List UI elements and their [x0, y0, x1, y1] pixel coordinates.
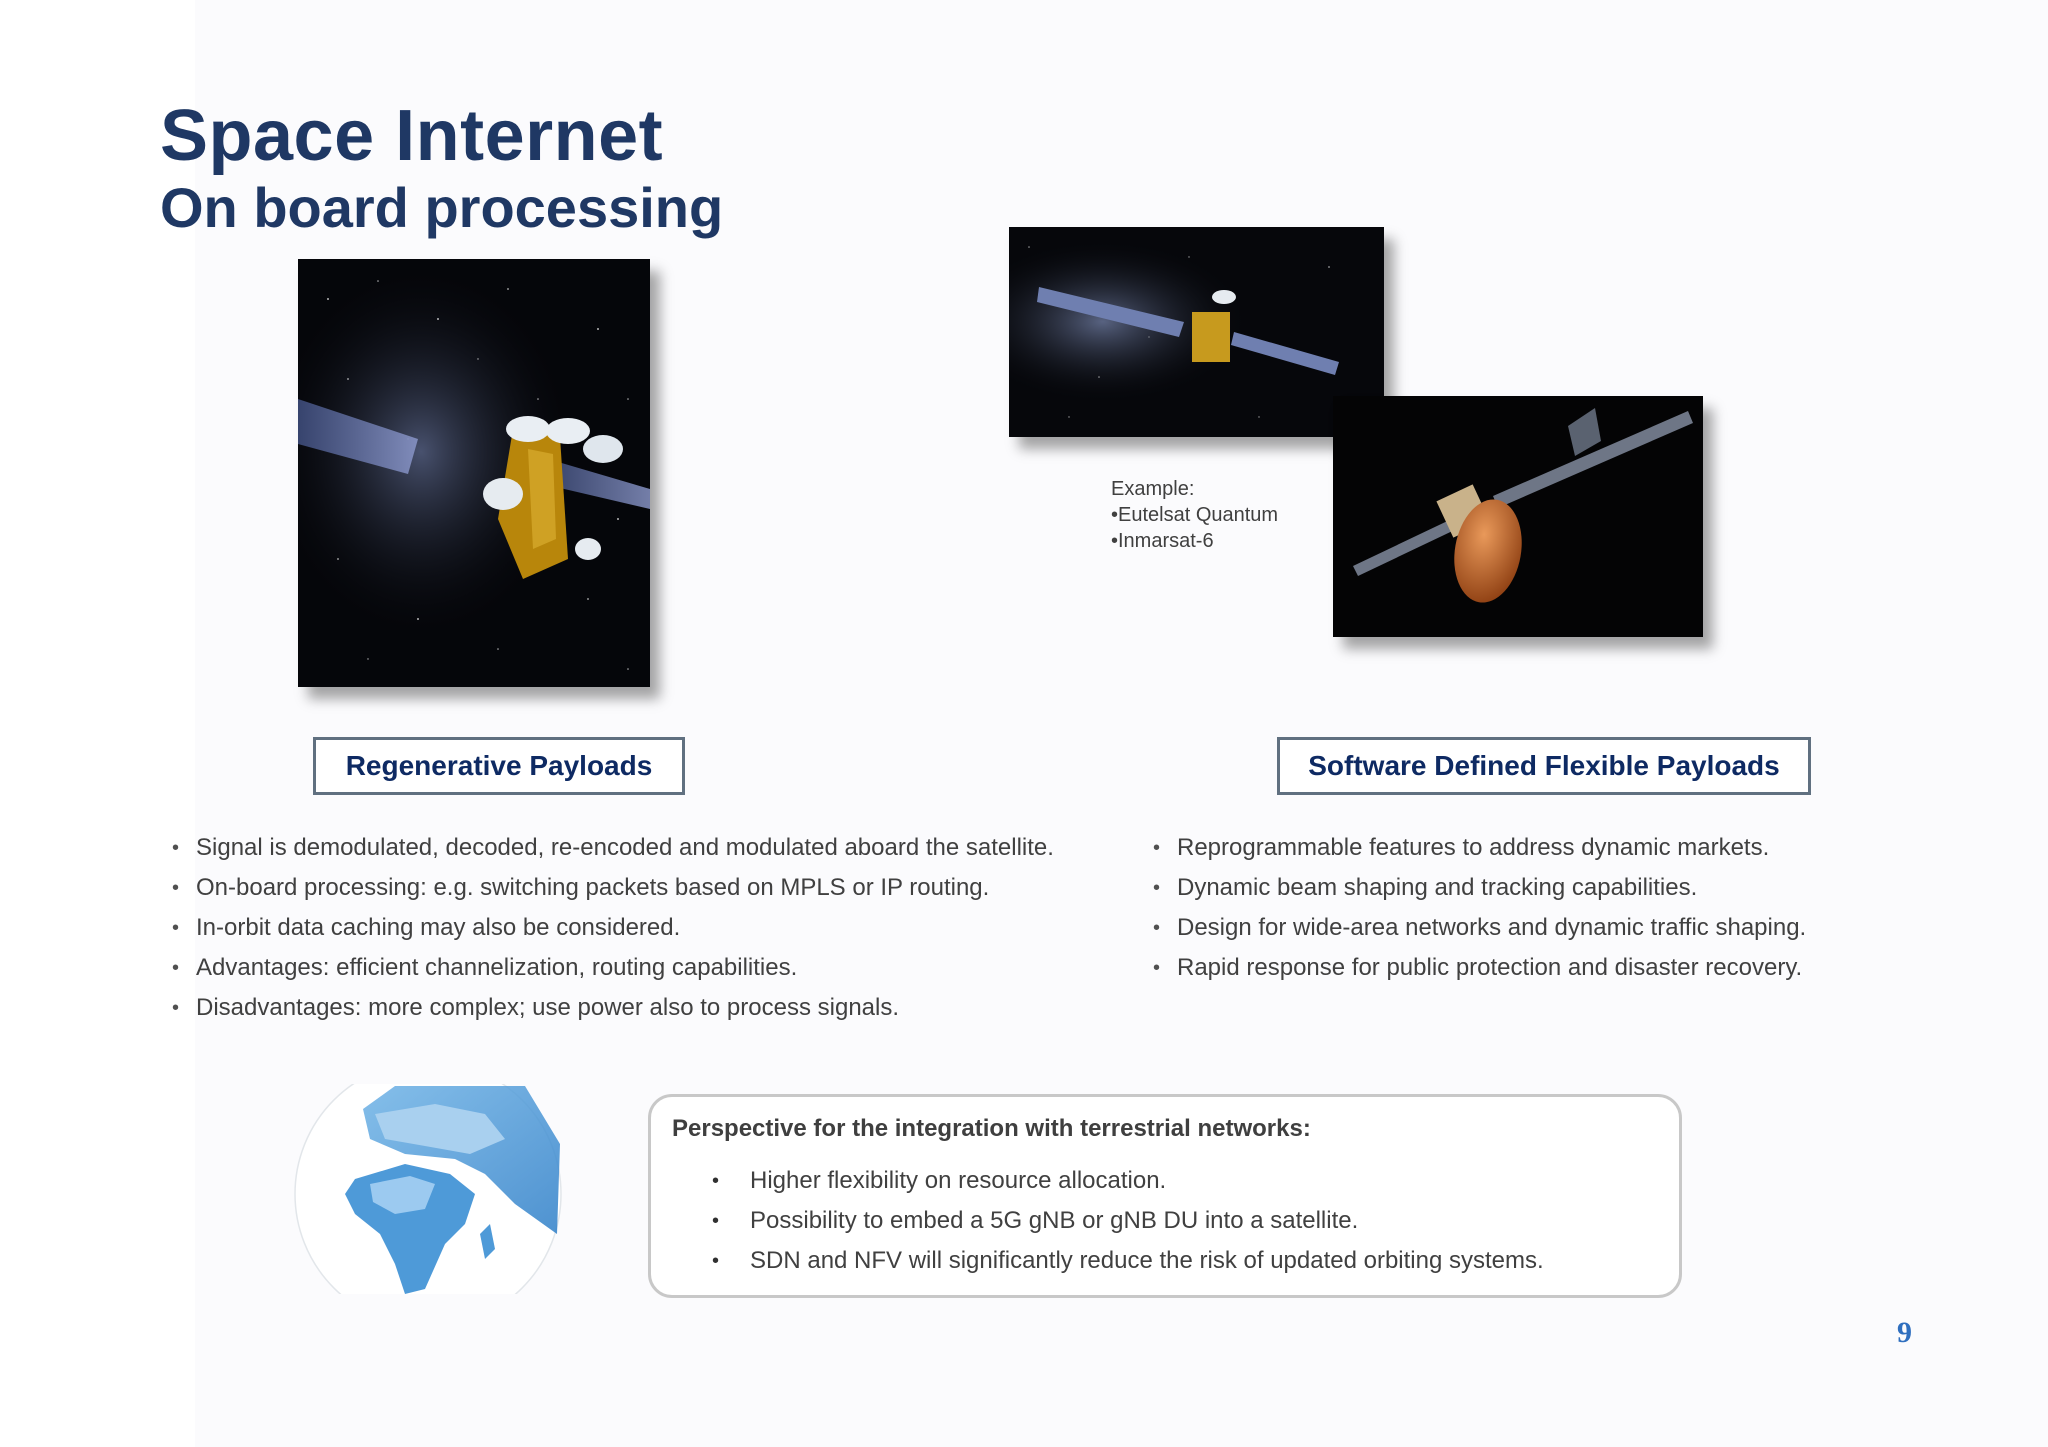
software-defined-payloads-label: Software Defined Flexible Payloads — [1277, 737, 1811, 795]
perspective-title: Perspective for the integration with terrestrial networks: — [672, 1115, 1311, 1142]
bullet-marker: • — [172, 917, 180, 939]
list-item — [172, 908, 1054, 948]
bullet-text: On-board processing: e.g. switching packets based on MPLS or IP routing. — [196, 874, 990, 901]
bullet-text: Reprogrammable features to address dynamic markets. — [1177, 834, 1770, 861]
bullet-marker: • — [712, 1170, 720, 1192]
globe-coverage-image — [285, 1084, 563, 1302]
list-item — [172, 948, 1054, 988]
example-list — [1111, 476, 1278, 554]
regenerative-payloads-label: Regenerative Payloads — [313, 737, 685, 795]
list-item — [172, 828, 1054, 868]
list-item — [1153, 948, 1806, 988]
bullet-marker: • — [712, 1210, 720, 1232]
bullet-text: SDN and NFV will significantly reduce the risk of updated orbiting systems. — [750, 1247, 1544, 1274]
perspective-box — [648, 1094, 1682, 1298]
example-heading: Example: — [1111, 478, 1195, 500]
bullet-marker: • — [1153, 837, 1161, 859]
bullet-text: Signal is demodulated, decoded, re-encoded and modulated aboard the satellite. — [196, 834, 1054, 861]
eutelsat-quantum-image — [1009, 227, 1384, 437]
list-item — [172, 988, 1054, 1028]
perspective-bullet-list — [712, 1161, 1544, 1281]
page-number: 9 — [1897, 1316, 1912, 1349]
slide-subtitle: On board processing — [160, 176, 724, 239]
example-item: •Inmarsat-6 — [1111, 530, 1214, 552]
bullet-marker: • — [1153, 877, 1161, 899]
bullet-text: Rapid response for public protection and disaster recovery. — [1177, 954, 1803, 981]
bullet-marker: • — [172, 957, 180, 979]
bullet-marker: • — [712, 1250, 720, 1272]
bullet-marker: • — [172, 877, 180, 899]
list-item — [1153, 868, 1806, 908]
inmarsat-6-image — [1333, 396, 1703, 637]
list-item — [712, 1201, 1544, 1241]
bullet-marker: • — [1153, 957, 1161, 979]
list-item — [1153, 908, 1806, 948]
regenerative-bullet-list — [172, 828, 1054, 1028]
list-item — [712, 1161, 1544, 1201]
example-item: •Eutelsat Quantum — [1111, 504, 1279, 526]
bullet-text: Advantages: efficient channelization, routing capabilities. — [196, 954, 798, 981]
list-item — [172, 868, 1054, 908]
bullet-marker: • — [1153, 917, 1161, 939]
bullet-marker: • — [172, 837, 180, 859]
bullet-text: Dynamic beam shaping and tracking capabilities. — [1177, 874, 1698, 901]
bullet-marker: • — [172, 997, 180, 1019]
regenerative-satellite-image — [298, 259, 650, 687]
bullet-text: In-orbit data caching may also be considered. — [196, 914, 681, 941]
software-defined-bullet-list — [1153, 828, 1806, 988]
list-item — [1153, 828, 1806, 868]
slide-title: Space Internet — [160, 96, 664, 176]
bullet-text: Higher flexibility on resource allocation. — [750, 1167, 1167, 1194]
bullet-text: Disadvantages: more complex; use power also to process signals. — [196, 994, 900, 1021]
bullet-text: Possibility to embed a 5G gNB or gNB DU into a satellite. — [750, 1207, 1359, 1234]
bullet-text: Design for wide-area networks and dynamic traffic shaping. — [1177, 914, 1807, 941]
list-item — [712, 1241, 1544, 1281]
